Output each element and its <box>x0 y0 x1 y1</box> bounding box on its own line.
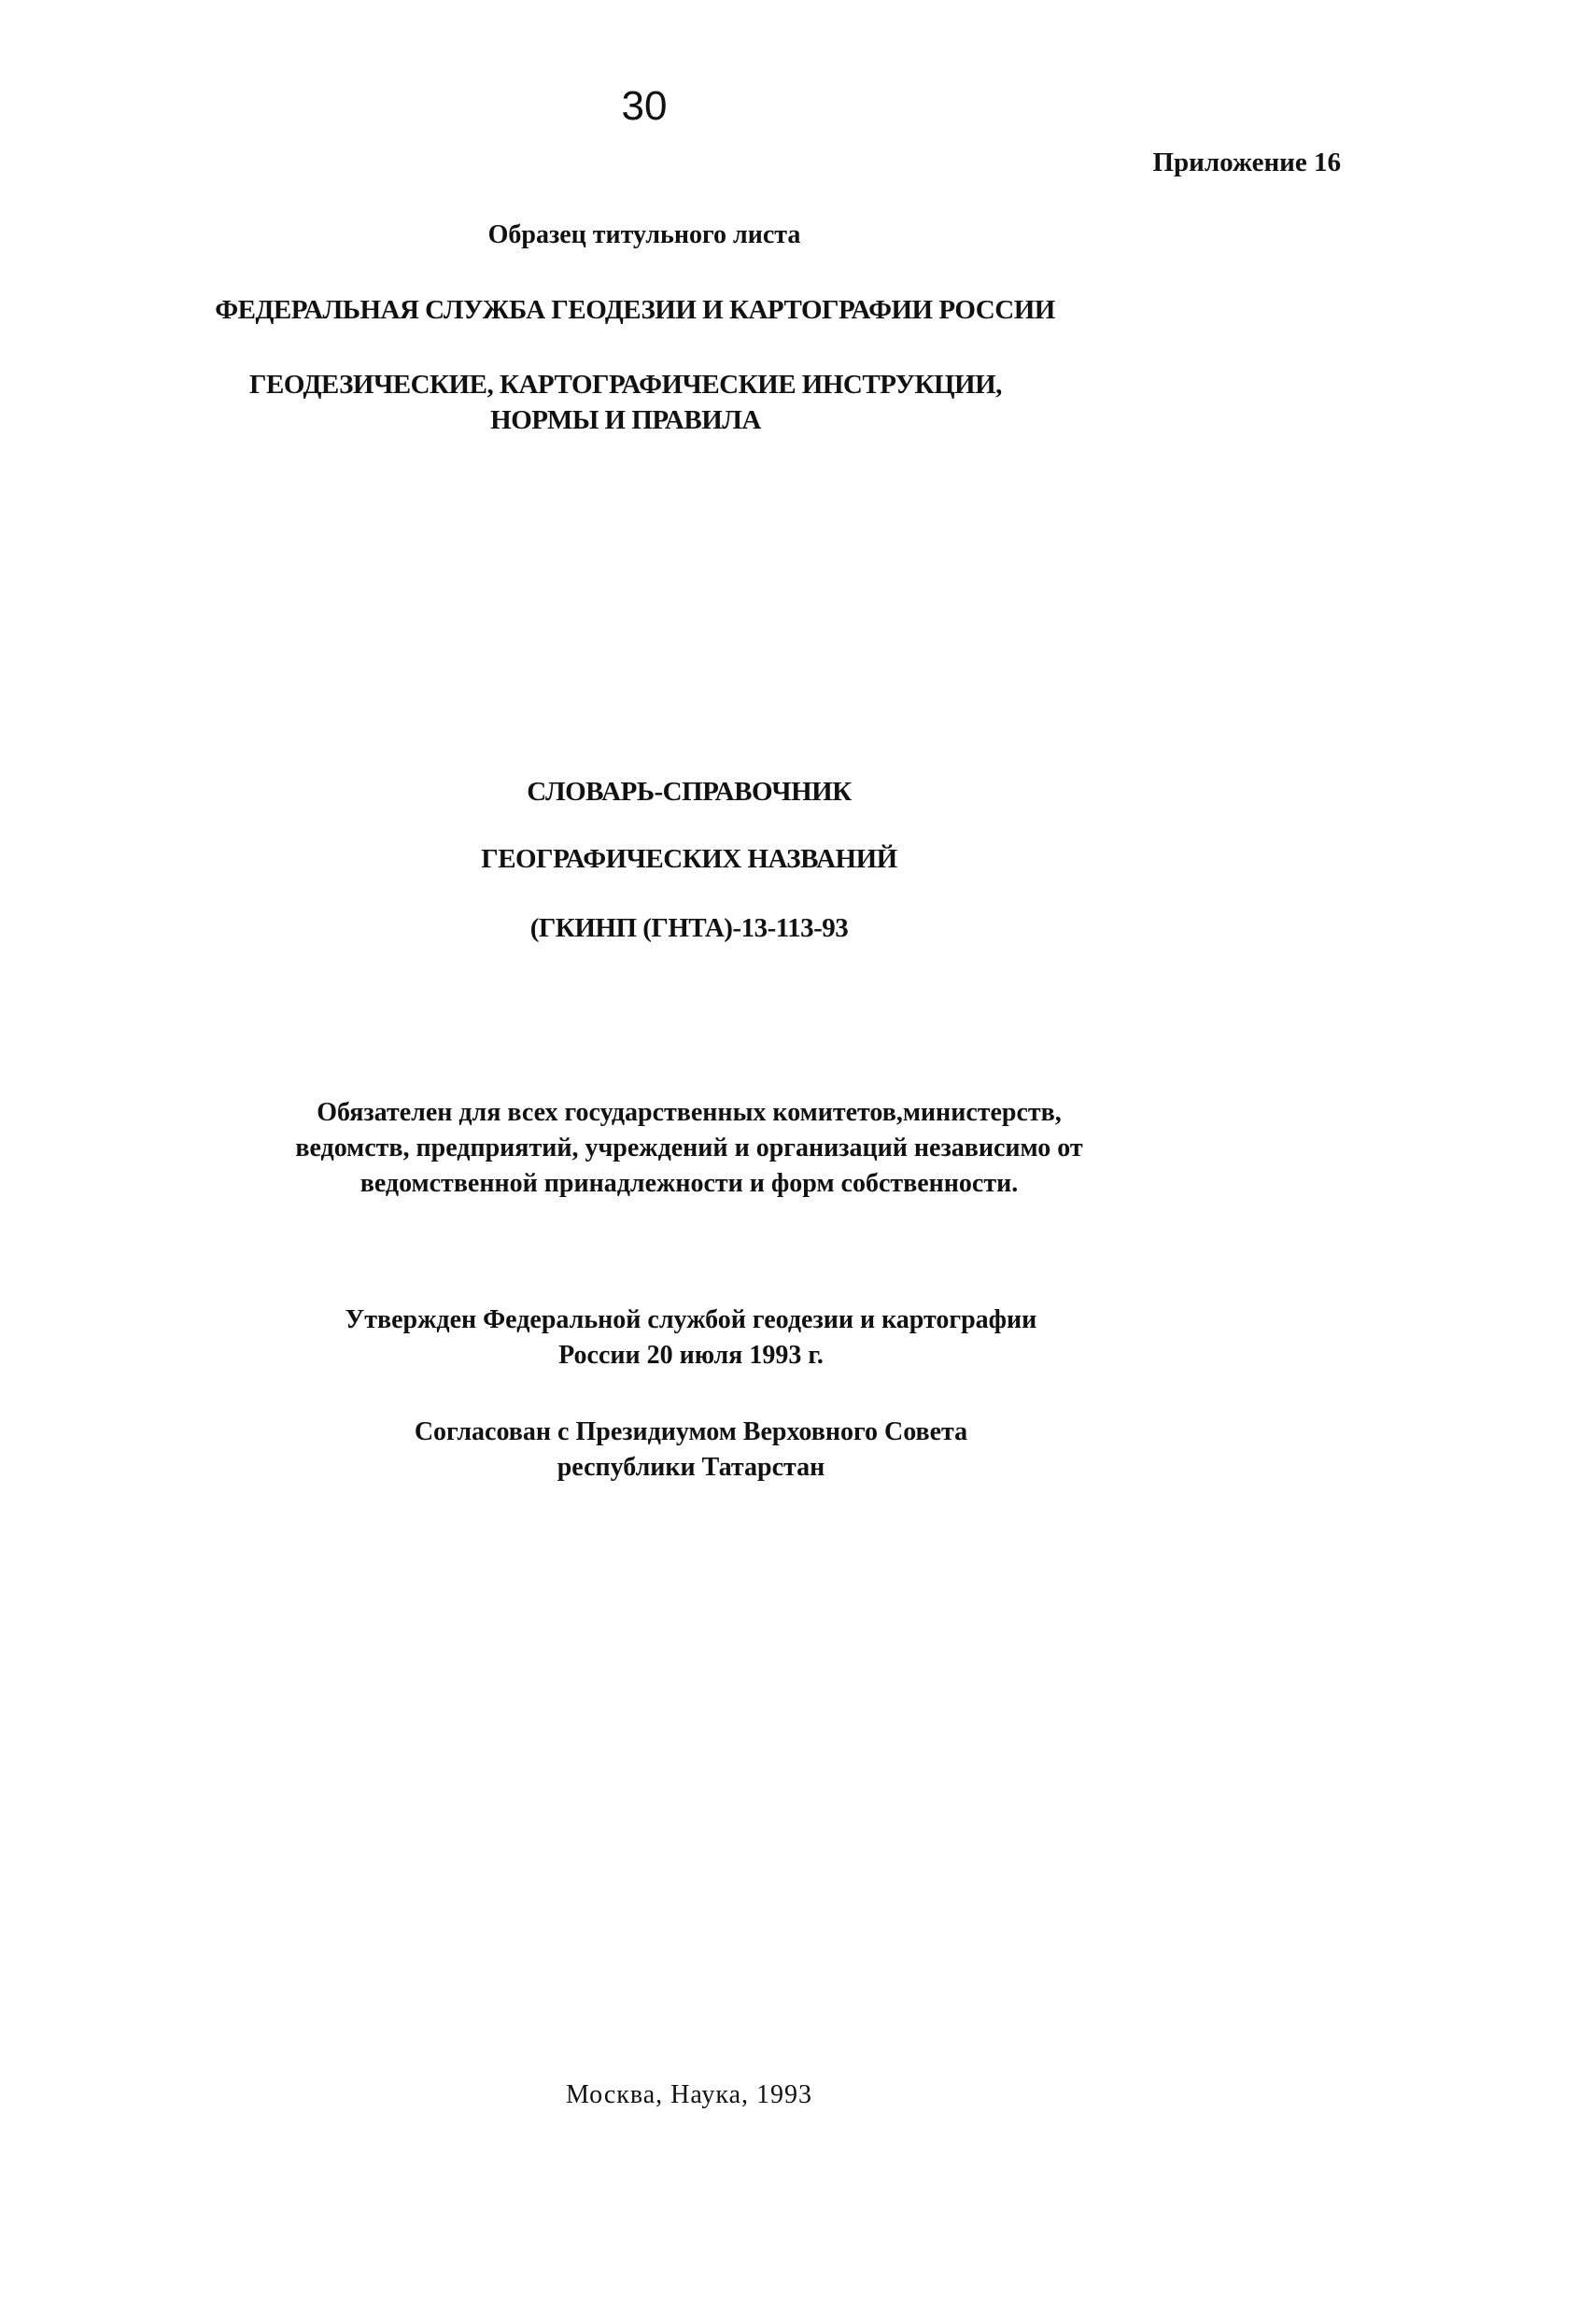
agreed-line-2: республики Татарстан <box>557 1453 825 1482</box>
document-title-line-1: СЛОВАРЬ-СПРАВОЧНИК <box>527 777 852 807</box>
series-line-1: ГЕОДЕЗИЧЕСКИЕ, КАРТОГРАФИЧЕСКИЕ ИНСТРУКЦИИ, <box>249 370 1002 400</box>
mandatory-line-2: ведомств, предприятий, учреждений и организаций независимо от <box>295 1134 1083 1162</box>
approved-line-1: Утвержден Федеральной службой геодезии и картографии <box>345 1305 1037 1334</box>
agreed-line-1: Согласован с Президиумом Верховного Совета <box>414 1417 968 1446</box>
series-line-2: НОРМЫ И ПРАВИЛА <box>490 405 761 435</box>
document-title-line-2: ГЕОГРАФИЧЕСКИХ НАЗВАНИЙ <box>481 844 897 874</box>
approved-line-2: России 20 июля 1993 г. <box>558 1341 824 1370</box>
sample-label: Образец титульного листа <box>487 220 801 249</box>
appendix-label: Приложение 16 <box>1152 148 1341 177</box>
page-number: 30 <box>621 83 668 129</box>
document-code: (ГКИНП (ГНТА)-13-113-93 <box>529 913 849 943</box>
mandatory-line-3: ведомственной принадлежности и форм собственности. <box>359 1169 1019 1198</box>
publication-imprint: Москва, Наука, 1993 <box>565 2080 813 2109</box>
mandatory-line-1: Обязателен для всех государственных комитетов,министерств, <box>317 1098 1062 1127</box>
agency-name: ФЕДЕРАЛЬНАЯ СЛУЖБА ГЕОДЕЗИИ И КАРТОГРАФИИ РОССИИ <box>215 295 1055 325</box>
